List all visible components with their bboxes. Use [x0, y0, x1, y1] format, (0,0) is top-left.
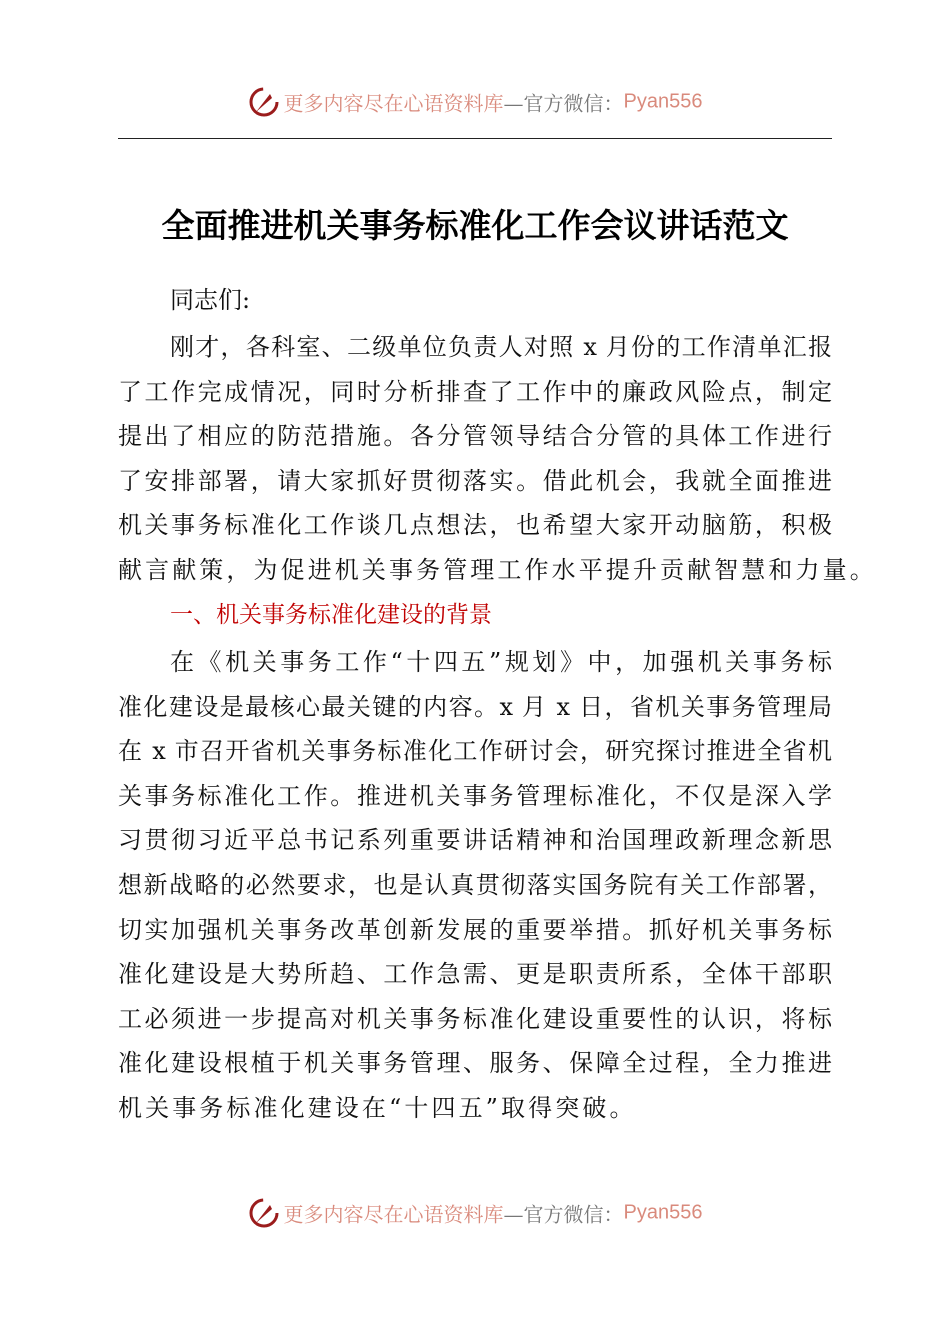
watermark-wechat-id: Pyan556: [623, 1201, 703, 1224]
watermark-text: 更多内容尽在心语资料库: [283, 1202, 504, 1227]
text-line: 刚才，各科室、二级单位负责人对照 x 月份的工作清单汇报: [170, 333, 832, 361]
text-line: 切实加强机关事务改革创新发展的重要举措。抓好机关事务标: [118, 915, 832, 944]
text-line: 机关事务标准化工作谈几点想法，也希望大家开动脑筋，积极: [118, 511, 832, 540]
greeting: 同志们:: [170, 286, 251, 314]
text-line: 习贯彻习近平总书记系列重要讲话精神和治国理政新理念新思: [118, 826, 832, 855]
text-line: 了工作完成情况，同时分析排查了工作中的廉政风险点，制定: [118, 377, 832, 406]
quill-logo-icon: [248, 1197, 280, 1229]
section-heading-1: 一、机关事务标准化建设的背景: [170, 602, 492, 628]
text-line: 在《机关事务工作“十四五”规划》中，加强机关事务标: [170, 648, 832, 676]
text-line: 工必须进一步提高对机关事务标准化建设重要性的认识，将标: [118, 1004, 832, 1033]
text-line: 了安排部署，请大家抓好贯彻落实。借此机会，我就全面推进: [118, 466, 832, 495]
quill-logo-icon: [248, 86, 280, 118]
text-line: 关事务标准化工作。推进机关事务管理标准化，不仅是深入学: [118, 781, 832, 810]
text-line: 准化建设根植于机关事务管理、服务、保障全过程，全力推进: [118, 1049, 832, 1078]
text-line: 机关事务标准化建设在“十四五”取得突破。: [118, 1094, 637, 1122]
text-line: 准化建设是最核心最关键的内容。x 月 x 日，省机关事务管理局: [118, 692, 832, 721]
text-line: 准化建设是大势所趋、工作急需、更是职责所系，全体干部职: [118, 960, 832, 989]
footer-watermark: [0, 1197, 950, 1229]
header-rule: [118, 138, 832, 139]
watermark-wechat-id: Pyan556: [623, 90, 703, 113]
watermark-wechat-label: —官方微信：: [503, 1202, 624, 1227]
text-line: 献言献策，为促进机关事务管理工作水平提升贡献智慧和力量。: [118, 556, 877, 584]
watermark-wechat-label: —官方微信：: [503, 91, 624, 116]
header-watermark: [0, 86, 950, 118]
text-line: 提出了相应的防范措施。各分管领导结合分管的具体工作进行: [118, 422, 832, 451]
text-line: 想新战略的必然要求，也是认真贯彻落实国务院有关工作部署，: [118, 871, 832, 899]
watermark-text: 更多内容尽在心语资料库: [283, 91, 504, 116]
text-line: 在 x 市召开省机关事务标准化工作研讨会，研究探讨推进全省机: [118, 737, 832, 766]
document-title: 全面推进机关事务标准化工作会议讲话范文: [161, 206, 789, 245]
